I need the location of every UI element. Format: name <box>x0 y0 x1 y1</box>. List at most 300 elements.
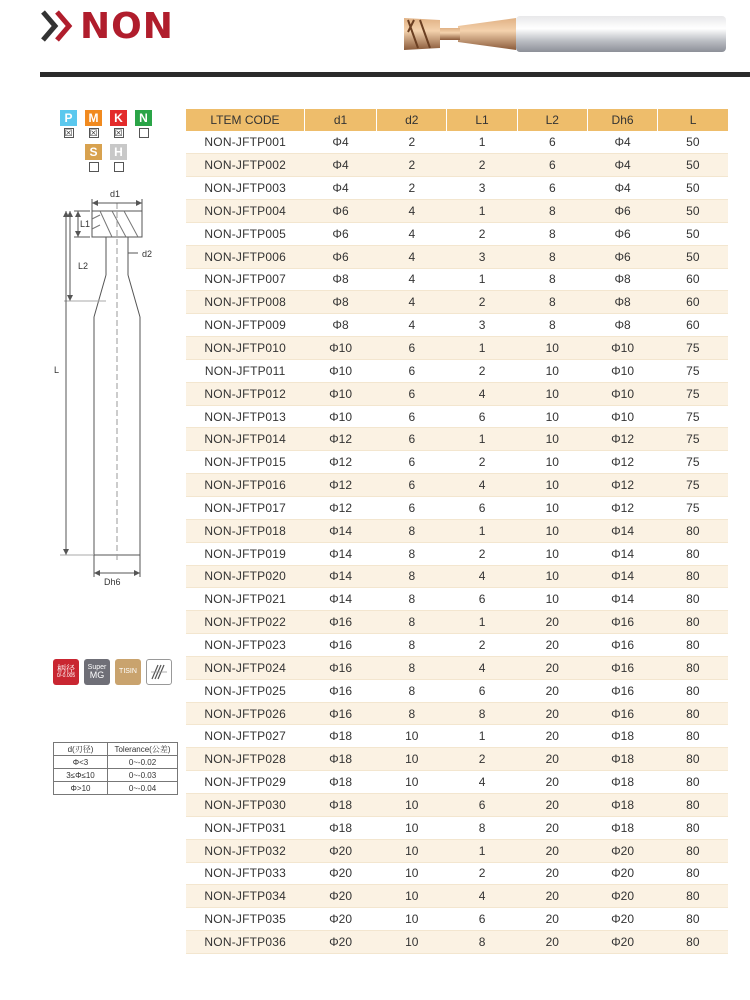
cell-l: 80 <box>658 862 728 885</box>
tolerance-table <box>53 742 178 795</box>
grade-s-checkbox <box>89 162 99 172</box>
header-d2: d2 <box>377 109 447 131</box>
cell-item-code: NON-JFTP008 <box>186 291 304 314</box>
cell-dh6: Φ10 <box>587 382 657 405</box>
cell-d2: 10 <box>377 793 447 816</box>
cell-d2: 8 <box>377 656 447 679</box>
cell-dh6: Φ20 <box>587 839 657 862</box>
cell-dh6: Φ4 <box>587 177 657 200</box>
grade-n: N <box>135 110 152 138</box>
cell-d2: 4 <box>377 222 447 245</box>
cell-d1: Φ12 <box>304 497 376 520</box>
table-row <box>186 405 728 428</box>
table-row <box>186 542 728 565</box>
cell-dh6: Φ20 <box>587 885 657 908</box>
cell-d1: Φ16 <box>304 679 376 702</box>
d1-label: d1 <box>110 189 121 199</box>
cell-l2: 20 <box>517 908 587 931</box>
cell-d1: Φ16 <box>304 702 376 725</box>
cell-l: 75 <box>658 497 728 520</box>
cell-d2: 10 <box>377 862 447 885</box>
cell-l1: 2 <box>447 154 517 177</box>
cell-l2: 8 <box>517 245 587 268</box>
table-row <box>186 154 728 177</box>
cell-l2: 20 <box>517 611 587 634</box>
cell-l1: 8 <box>447 931 517 954</box>
table-row <box>186 428 728 451</box>
double-chevron-icon <box>40 9 76 43</box>
cell-dh6: Φ16 <box>587 634 657 657</box>
header-dh6: Dh6 <box>587 109 657 131</box>
cell-l1: 6 <box>447 497 517 520</box>
cell-d2: 10 <box>377 725 447 748</box>
cell-dh6: Φ4 <box>587 154 657 177</box>
cell-l: 75 <box>658 451 728 474</box>
cell-d1: Φ10 <box>304 337 376 360</box>
cell-l: 80 <box>658 565 728 588</box>
cell-l2: 20 <box>517 839 587 862</box>
cell-dh6: Φ12 <box>587 451 657 474</box>
table-row <box>186 908 728 931</box>
cell-d2: 6 <box>377 497 447 520</box>
cell-d2: 10 <box>377 839 447 862</box>
cell-l2: 20 <box>517 885 587 908</box>
table-row <box>186 497 728 520</box>
cell-d2: 4 <box>377 314 447 337</box>
cell-l: 80 <box>658 931 728 954</box>
table-row <box>186 291 728 314</box>
cell-l2: 10 <box>517 451 587 474</box>
tolerance-header-tolerance: Tolerance(公差) <box>108 743 178 756</box>
cell-item-code: NON-JFTP029 <box>186 771 304 794</box>
cell-d2: 10 <box>377 908 447 931</box>
cell-dh6: Φ6 <box>587 200 657 223</box>
cell-dh6: Φ4 <box>587 131 657 154</box>
table-row <box>186 656 728 679</box>
feature-badges <box>53 659 172 685</box>
cell-d1: Φ16 <box>304 611 376 634</box>
cell-l2: 10 <box>517 565 587 588</box>
cell-dh6: Φ6 <box>587 222 657 245</box>
flute-geometry-icon <box>146 659 172 685</box>
table-row: Φ>10 0~-0.04 <box>54 782 178 795</box>
table-row <box>186 771 728 794</box>
cell-d2: 4 <box>377 268 447 291</box>
cell-d1: Φ10 <box>304 405 376 428</box>
cell-l: 80 <box>658 885 728 908</box>
grade-p-checkbox: ☒ <box>64 128 73 138</box>
cell-d2: 2 <box>377 131 447 154</box>
cell-l: 50 <box>658 200 728 223</box>
cell-l: 80 <box>658 634 728 657</box>
table-row <box>186 748 728 771</box>
cell-l2: 20 <box>517 748 587 771</box>
cell-d1: Φ6 <box>304 222 376 245</box>
cell-dh6: Φ6 <box>587 245 657 268</box>
cell-d1: Φ18 <box>304 725 376 748</box>
cell-l1: 1 <box>447 611 517 634</box>
cell-l1: 3 <box>447 245 517 268</box>
tolerance-header-diameter: d(刃径) <box>54 743 108 756</box>
cell-l: 80 <box>658 748 728 771</box>
cell-l1: 8 <box>447 816 517 839</box>
grade-k: K ☒ <box>110 110 127 138</box>
cell-l: 80 <box>658 771 728 794</box>
grade-m-checkbox: ☒ <box>89 128 98 138</box>
cell-d1: Φ14 <box>304 519 376 542</box>
cell-l1: 1 <box>447 268 517 291</box>
cell-d1: Φ6 <box>304 245 376 268</box>
cell-l: 80 <box>658 611 728 634</box>
cell-l1: 2 <box>447 359 517 382</box>
table-row <box>186 702 728 725</box>
cell-d1: Φ16 <box>304 656 376 679</box>
l-label: L <box>54 365 60 375</box>
cell-l: 50 <box>658 245 728 268</box>
cell-dh6: Φ10 <box>587 359 657 382</box>
grade-h-checkbox <box>114 162 124 172</box>
cell-d1: Φ18 <box>304 748 376 771</box>
grade-m: M ☒ <box>85 110 102 138</box>
cell-dh6: Φ14 <box>587 542 657 565</box>
cell-item-code: NON-JFTP028 <box>186 748 304 771</box>
cell-item-code: NON-JFTP014 <box>186 428 304 451</box>
cell-item-code: NON-JFTP010 <box>186 337 304 360</box>
cell-l: 60 <box>658 291 728 314</box>
cell-d2: 8 <box>377 702 447 725</box>
cell-l1: 1 <box>447 519 517 542</box>
cell-l1: 6 <box>447 793 517 816</box>
cell-l1: 1 <box>447 428 517 451</box>
cell-d2: 2 <box>377 154 447 177</box>
cell-l1: 3 <box>447 314 517 337</box>
cell-d2: 8 <box>377 634 447 657</box>
cell-dh6: Φ16 <box>587 611 657 634</box>
cell-d1: Φ20 <box>304 931 376 954</box>
cell-item-code: NON-JFTP007 <box>186 268 304 291</box>
brand-logo <box>40 6 174 46</box>
cell-item-code: NON-JFTP012 <box>186 382 304 405</box>
cell-item-code: NON-JFTP024 <box>186 656 304 679</box>
cell-d1: Φ8 <box>304 291 376 314</box>
grade-h: H <box>110 144 127 172</box>
cell-l2: 20 <box>517 816 587 839</box>
table-row <box>186 885 728 908</box>
cell-d2: 10 <box>377 885 447 908</box>
cell-d2: 6 <box>377 382 447 405</box>
cell-l1: 2 <box>447 634 517 657</box>
cell-l: 50 <box>658 177 728 200</box>
cell-l: 80 <box>658 542 728 565</box>
cell-l2: 10 <box>517 382 587 405</box>
cell-dh6: Φ16 <box>587 656 657 679</box>
cell-dh6: Φ20 <box>587 908 657 931</box>
cell-dh6: Φ18 <box>587 725 657 748</box>
cell-d1: Φ4 <box>304 131 376 154</box>
cell-l: 75 <box>658 428 728 451</box>
header-l: L <box>658 109 728 131</box>
cell-l1: 4 <box>447 382 517 405</box>
cell-l1: 6 <box>447 588 517 611</box>
cell-d2: 8 <box>377 588 447 611</box>
cell-dh6: Φ12 <box>587 428 657 451</box>
cell-item-code: NON-JFTP016 <box>186 474 304 497</box>
cell-d2: 4 <box>377 291 447 314</box>
cell-dh6: Φ18 <box>587 793 657 816</box>
cell-d2: 10 <box>377 771 447 794</box>
cell-l2: 6 <box>517 131 587 154</box>
cell-l: 80 <box>658 702 728 725</box>
cell-d2: 10 <box>377 748 447 771</box>
cell-item-code: NON-JFTP025 <box>186 679 304 702</box>
cell-item-code: NON-JFTP017 <box>186 497 304 520</box>
cell-l2: 6 <box>517 154 587 177</box>
cell-dh6: Φ14 <box>587 565 657 588</box>
cell-d1: Φ16 <box>304 634 376 657</box>
cell-item-code: NON-JFTP009 <box>186 314 304 337</box>
d2-label: d2 <box>142 249 153 259</box>
cell-d1: Φ4 <box>304 177 376 200</box>
cell-l2: 20 <box>517 725 587 748</box>
cell-l1: 6 <box>447 405 517 428</box>
table-row <box>186 451 728 474</box>
cell-dh6: Φ20 <box>587 931 657 954</box>
cell-d2: 4 <box>377 200 447 223</box>
cell-item-code: NON-JFTP004 <box>186 200 304 223</box>
cell-d2: 4 <box>377 245 447 268</box>
table-row <box>186 839 728 862</box>
cell-l1: 2 <box>447 291 517 314</box>
cell-item-code: NON-JFTP020 <box>186 565 304 588</box>
cell-d1: Φ20 <box>304 862 376 885</box>
cell-dh6: Φ16 <box>587 679 657 702</box>
cell-item-code: NON-JFTP001 <box>186 131 304 154</box>
header-l1: L1 <box>447 109 517 131</box>
cell-dh6: Φ20 <box>587 862 657 885</box>
cell-d1: Φ14 <box>304 588 376 611</box>
cell-l: 75 <box>658 474 728 497</box>
cell-d1: Φ6 <box>304 200 376 223</box>
cell-d2: 6 <box>377 428 447 451</box>
cell-l2: 10 <box>517 474 587 497</box>
table-row <box>186 679 728 702</box>
cell-l: 80 <box>658 656 728 679</box>
table-row <box>186 314 728 337</box>
cell-l2: 10 <box>517 359 587 382</box>
cell-l1: 2 <box>447 748 517 771</box>
cell-d1: Φ12 <box>304 474 376 497</box>
tool-dimension-drawing <box>50 185 170 585</box>
cell-l: 50 <box>658 131 728 154</box>
table-row <box>186 337 728 360</box>
cell-d2: 6 <box>377 359 447 382</box>
shank-tolerance-badge: 柄径 0/-0.005 <box>53 659 79 685</box>
cell-l2: 20 <box>517 656 587 679</box>
cell-l2: 10 <box>517 428 587 451</box>
cell-l1: 6 <box>447 908 517 931</box>
cell-l2: 20 <box>517 679 587 702</box>
cell-dh6: Φ14 <box>587 519 657 542</box>
table-row <box>186 222 728 245</box>
table-row <box>186 474 728 497</box>
cell-l2: 20 <box>517 702 587 725</box>
cell-l1: 2 <box>447 542 517 565</box>
cell-d1: Φ12 <box>304 428 376 451</box>
cell-l: 75 <box>658 405 728 428</box>
cell-l2: 10 <box>517 497 587 520</box>
cell-l2: 8 <box>517 314 587 337</box>
table-row <box>186 862 728 885</box>
cell-l: 80 <box>658 793 728 816</box>
cell-d2: 2 <box>377 177 447 200</box>
cell-d2: 6 <box>377 405 447 428</box>
cell-l: 60 <box>658 314 728 337</box>
header-l2: L2 <box>517 109 587 131</box>
cell-d2: 6 <box>377 474 447 497</box>
cell-dh6: Φ18 <box>587 771 657 794</box>
super-mg-badge: Super MG <box>84 659 110 685</box>
cell-l1: 1 <box>447 200 517 223</box>
grade-p: P ☒ <box>60 110 77 138</box>
cell-l2: 20 <box>517 771 587 794</box>
cell-d1: Φ18 <box>304 771 376 794</box>
cell-d1: Φ14 <box>304 542 376 565</box>
cell-dh6: Φ10 <box>587 405 657 428</box>
cell-item-code: NON-JFTP031 <box>186 816 304 839</box>
cell-dh6: Φ8 <box>587 291 657 314</box>
grade-n-checkbox <box>139 128 149 138</box>
cell-d2: 8 <box>377 565 447 588</box>
table-row <box>186 359 728 382</box>
cell-l2: 6 <box>517 177 587 200</box>
spec-table <box>186 109 728 954</box>
cell-l1: 3 <box>447 177 517 200</box>
cell-item-code: NON-JFTP021 <box>186 588 304 611</box>
cell-item-code: NON-JFTP035 <box>186 908 304 931</box>
cell-d2: 8 <box>377 679 447 702</box>
cell-item-code: NON-JFTP036 <box>186 931 304 954</box>
cell-l1: 2 <box>447 862 517 885</box>
table-row <box>186 565 728 588</box>
cell-l: 50 <box>658 154 728 177</box>
cell-dh6: Φ14 <box>587 588 657 611</box>
cell-d1: Φ8 <box>304 314 376 337</box>
cell-l: 80 <box>658 839 728 862</box>
spec-table-header <box>186 109 728 131</box>
l2-label: L2 <box>78 261 89 271</box>
table-row <box>186 245 728 268</box>
table-row <box>186 725 728 748</box>
cell-dh6: Φ8 <box>587 268 657 291</box>
cell-l1: 2 <box>447 222 517 245</box>
brand-name: NON <box>80 5 174 47</box>
table-row <box>186 131 728 154</box>
cell-l2: 10 <box>517 405 587 428</box>
cell-l2: 8 <box>517 200 587 223</box>
table-row <box>186 519 728 542</box>
cell-item-code: NON-JFTP023 <box>186 634 304 657</box>
cell-l1: 4 <box>447 885 517 908</box>
table-row: 3≤Φ≤10 0~-0.03 <box>54 769 178 782</box>
cell-item-code: NON-JFTP003 <box>186 177 304 200</box>
header-d1: d1 <box>304 109 376 131</box>
cell-l1: 4 <box>447 474 517 497</box>
cell-item-code: NON-JFTP030 <box>186 793 304 816</box>
cell-l: 75 <box>658 382 728 405</box>
cell-d1: Φ20 <box>304 885 376 908</box>
cell-d2: 6 <box>377 451 447 474</box>
cell-l2: 10 <box>517 519 587 542</box>
cell-item-code: NON-JFTP034 <box>186 885 304 908</box>
cell-l: 80 <box>658 679 728 702</box>
cell-item-code: NON-JFTP033 <box>186 862 304 885</box>
material-grades <box>60 110 164 178</box>
cell-d1: Φ20 <box>304 908 376 931</box>
grade-k-checkbox: ☒ <box>114 128 123 138</box>
cell-l1: 8 <box>447 702 517 725</box>
cell-d1: Φ8 <box>304 268 376 291</box>
cell-item-code: NON-JFTP006 <box>186 245 304 268</box>
table-row <box>186 382 728 405</box>
cell-item-code: NON-JFTP026 <box>186 702 304 725</box>
cell-l2: 20 <box>517 931 587 954</box>
end-mill-photo <box>398 14 728 54</box>
cell-l: 75 <box>658 337 728 360</box>
cell-l: 80 <box>658 816 728 839</box>
table-row <box>186 793 728 816</box>
cell-d2: 10 <box>377 931 447 954</box>
cell-l: 75 <box>658 359 728 382</box>
cell-item-code: NON-JFTP022 <box>186 611 304 634</box>
cell-d1: Φ10 <box>304 359 376 382</box>
cell-d1: Φ20 <box>304 839 376 862</box>
cell-d2: 8 <box>377 519 447 542</box>
cell-l1: 6 <box>447 679 517 702</box>
cell-item-code: NON-JFTP002 <box>186 154 304 177</box>
cell-d2: 10 <box>377 816 447 839</box>
table-row <box>186 268 728 291</box>
cell-d1: Φ4 <box>304 154 376 177</box>
cell-l1: 1 <box>447 337 517 360</box>
table-row <box>186 588 728 611</box>
cell-d1: Φ18 <box>304 816 376 839</box>
cell-item-code: NON-JFTP027 <box>186 725 304 748</box>
table-row <box>186 611 728 634</box>
cell-l: 80 <box>658 588 728 611</box>
cell-l1: 4 <box>447 565 517 588</box>
cell-l1: 1 <box>447 725 517 748</box>
cell-d2: 6 <box>377 337 447 360</box>
cell-l2: 10 <box>517 588 587 611</box>
tisin-coating-badge: TISIN <box>115 659 141 685</box>
cell-l1: 2 <box>447 451 517 474</box>
cell-l2: 10 <box>517 542 587 565</box>
cell-item-code: NON-JFTP011 <box>186 359 304 382</box>
cell-item-code: NON-JFTP019 <box>186 542 304 565</box>
cell-l2: 10 <box>517 337 587 360</box>
cell-l2: 20 <box>517 862 587 885</box>
table-row <box>186 200 728 223</box>
cell-l1: 4 <box>447 771 517 794</box>
cell-l1: 1 <box>447 839 517 862</box>
cell-dh6: Φ12 <box>587 497 657 520</box>
cell-dh6: Φ18 <box>587 748 657 771</box>
cell-l1: 1 <box>447 131 517 154</box>
dh6-label: Dh6 <box>104 577 121 585</box>
table-row <box>186 177 728 200</box>
grade-s: S <box>85 144 102 172</box>
cell-d1: Φ12 <box>304 451 376 474</box>
